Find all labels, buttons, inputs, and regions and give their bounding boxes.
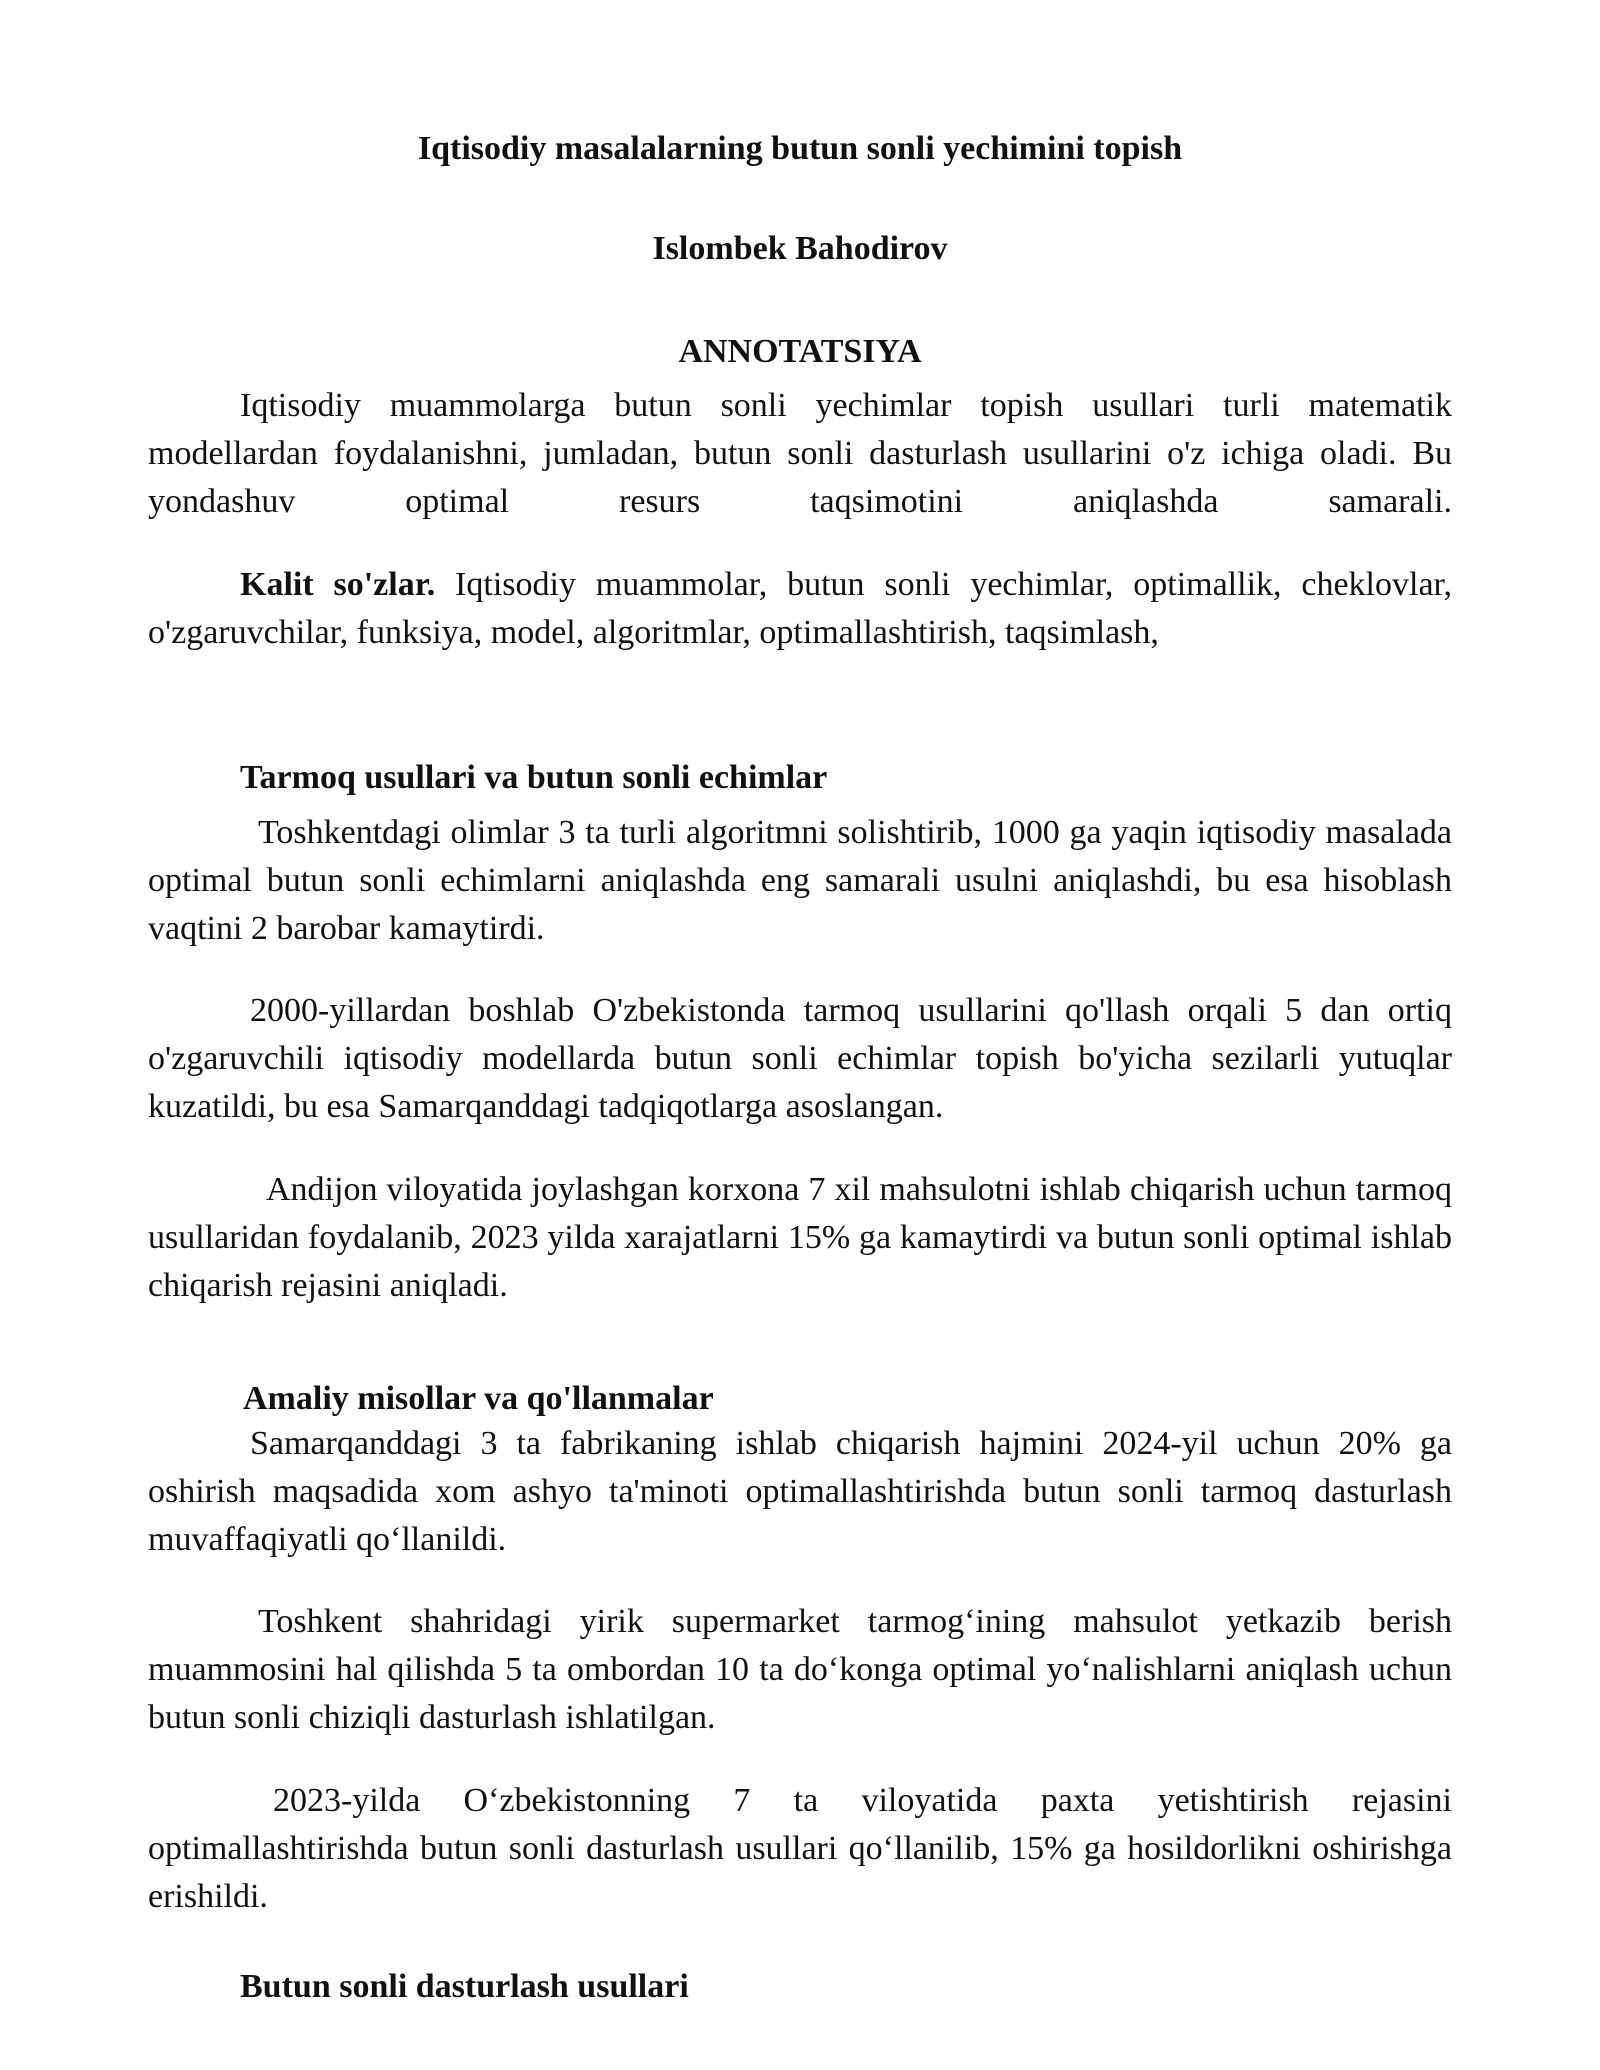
section2-paragraph: 2023-yilda O‘zbekistonning 7 ta viloyatida paxta yetishtirish rejasini optimallashtirishda butun sonli dasturlash usullari qo‘llanilib, 15% ga hosildorlikni oshirishga erishildi. xyxy=(148,1782,1452,1915)
section2-paragraph: Samarqanddagi 3 ta fabrikaning ishlab chiqarish hajmini 2024-yil uchun 20% ga oshirish maqsadida xom ashyo ta'minoti optimallashtirishda butun sonli tarmoq dasturlash muvaffaqiyatli qo‘llanildi. xyxy=(148,1425,1452,1558)
section1-paragraph: Toshkentdagi olimlar 3 ta turli algoritmni solishtirib, 1000 ga yaqin iqtisodiy masalada optimal butun sonli echimlarni aniqlashda eng samarali usulni aniqlashdi, bu esa hisoblash vaqtini 2 barobar kamaytirdi. xyxy=(148,814,1452,947)
section2-paragraph: Toshkent shahridagi yirik supermarket tarmog‘ining mahsulot yetkazib berish muammosini hal qilishda 5 ta ombordan 10 ta do‘konga optimal yo‘nalishlarni aniqlash uchun butun sonli chiziqli dasturlash ishlatilgan. xyxy=(148,1603,1452,1736)
author-name: Islombek Bahodirov xyxy=(652,230,948,267)
section-heading-integer-programming: Butun sonli dasturlash usullari xyxy=(240,1968,689,2005)
section1-paragraph: 2000-yillardan boshlab O'zbekistonda tarmoq usullarini qo'llash orqali 5 dan ortiq o'zgaruvchili iqtisodiy modellarda butun sonli echimlar topish bo'yicha sezilarli yutuqlar kuzatildi, bu esa Samarqanddagi tadqiqotlarga asoslangan. xyxy=(148,992,1452,1125)
section-heading-network-methods: Tarmoq usullari va butun sonli echimlar xyxy=(240,759,828,796)
annotation-text: Iqtisodiy muammolarga butun sonli yechimlar topish usullari turli matematik modellardan foydalanishni, jumladan, butun sonli dasturlash usullarini o'z ichiga oladi. Bu yondashuv optimal resurs taqsimotini aniqlashda samarali. xyxy=(148,387,1452,520)
document-title: Iqtisodiy masalalarning butun sonli yechimini topish xyxy=(417,130,1183,167)
section-heading-practical-examples: Amaliy misollar va qo'llanmalar xyxy=(243,1380,714,1417)
keywords-label: Kalit so'zlar. xyxy=(240,566,436,603)
keywords-text: Iqtisodiy muammolar, butun sonli yechimlar, optimallik, cheklovlar, o'zgaruvchilar, funksiya, model, algoritmlar, optimallashtirish, taqsimlash, xyxy=(148,566,1452,651)
annotation-heading: ANNOTATSIYA xyxy=(678,333,922,370)
section1-paragraph: Andijon viloyatida joylashgan korxona 7 xil mahsulotni ishlab chiqarish uchun tarmoq usullaridan foydalanib, 2023 yilda xarajatlarni 15% ga kamaytirdi va butun sonli optimal ishlab chiqarish rejasini aniqladi. xyxy=(148,1171,1452,1304)
keywords-paragraph xyxy=(148,561,1452,657)
